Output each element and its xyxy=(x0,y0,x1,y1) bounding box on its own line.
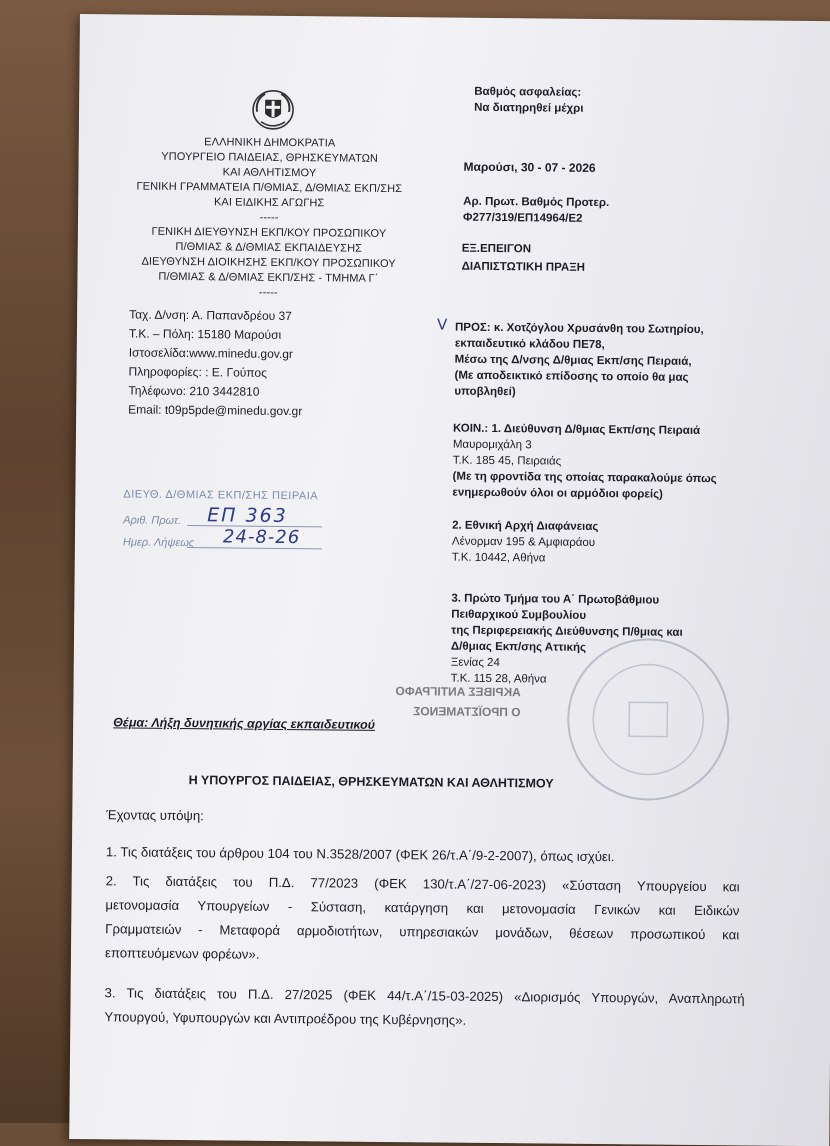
dept-line: ΓΕΝΙΚΗ ΔΙΕΥΘΥΝΣΗ ΕΚΠ/ΚΟΥ ΠΡΟΣΩΠΙΚΟΥ xyxy=(151,225,387,240)
cc-1-line: Μαυρομιχάλη 3 xyxy=(452,438,532,452)
consideration-item-2 xyxy=(105,869,740,971)
cc-1-line: Τ.Κ. 185 45, Πειραιάς xyxy=(452,454,562,468)
recipient-line: εκπαιδευτικό κλάδου ΠΕ78, xyxy=(454,337,605,352)
greek-emblem-icon xyxy=(251,88,295,132)
item-2-line: εποπτευόμενων φορέων». xyxy=(104,945,260,962)
item-2-line: 2. Τις διατάξεις του Π.Δ. 77/2023 (ΦΕΚ 130/τ.Α΄/27-06-2023) «Σύσταση Υπουργείου και xyxy=(105,873,740,895)
stamp-line xyxy=(187,547,322,549)
protocol-label: Αρ. Πρωτ. Βαθμός Προτερ. xyxy=(463,195,610,210)
received-stamp-date-label: Ημερ. Λήψεως xyxy=(122,536,195,550)
cc-2-line: Τ.Κ. 10442, Αθήνα xyxy=(451,551,546,565)
cc-1-note: ενημερωθούν όλοι οι αρμόδιοι φορείς) xyxy=(452,486,663,501)
recipient-line: υποβληθεί) xyxy=(454,385,516,399)
true-copy-stamp xyxy=(395,681,521,722)
cc-1-head: ΚΟΙΝ.: 1. Διεύθυνση Δ/θμιας Εκπ/σης Πειραιά xyxy=(452,422,701,437)
item-2-line: μετονομασία Υπουργείων - Σύσταση, κατάργηση και μετονομασία Γενικών και Ειδικών xyxy=(105,897,740,919)
recipient-to xyxy=(454,320,703,402)
received-stamp-org: ΔΙΕΥΘ. Δ/ΘΜΙΑΣ ΕΚΠ/ΣΗΣ ΠΕΙΡΑΙΑ xyxy=(123,488,319,503)
cc-2 xyxy=(452,518,599,567)
website-line: Ιστοσελίδα:www.minedu.gov.gr xyxy=(128,345,294,362)
header-line: ΚΑΙ ΑΘΛΗΤΙΣΜΟΥ xyxy=(222,166,317,180)
round-seal-icon xyxy=(562,634,734,806)
postal-line: Τ.Κ. – Πόλη: 15180 Μαρούσι xyxy=(128,326,282,342)
recipient-line: Μέσω της Δ/νσης Δ/θμιας Εκπ/σης Πειραιά, xyxy=(454,353,692,368)
cc-2-head: 2. Εθνική Αρχή Διαφάνειας xyxy=(452,519,599,533)
cc-3-line: Ξενίας 24 xyxy=(450,656,500,670)
consideration-item-1: 1. Τις διατάξεις του άρθρου 104 του Ν.3528/2007 (ΦΕΚ 26/τ.Α΄/9-2-2007), όπως ισχύει. xyxy=(105,844,615,865)
consideration-item-3 xyxy=(104,981,744,1035)
cc-1-note: (Με τη φροντίδα της οποίας παρακαλούμε όπως xyxy=(452,470,717,486)
received-date-handwritten: 24-8-26 xyxy=(222,526,301,549)
urgency-label: ΕΞ.ΕΠΕΙΓΟΝ xyxy=(461,242,532,256)
protocol-number: Φ277/319/ΕΠ14964/Ε2 xyxy=(463,211,583,225)
dept-line: Π/ΘΜΙΑΣ & Δ/ΘΜΙΑΣ ΕΚΠΑΙΔΕΥΣΗΣ xyxy=(175,240,363,255)
true-copy-line: ΑΚΡΙΒΕΣ ΑΝΤΙΓΡΑΦΟ xyxy=(395,684,521,700)
received-stamp-prot-label: Αριθ. Πρωτ. xyxy=(123,514,182,527)
email-line: Email: t09p5pde@minedu.gov.gr xyxy=(128,402,303,419)
true-copy-line: Ο ΠΡΟΪΣΤΑΜΕΝΟΣ xyxy=(413,704,521,720)
address-line: Ταχ. Δ/νση: Α. Παπανδρέου 37 xyxy=(129,307,292,324)
check-mark: V xyxy=(436,315,448,334)
header-separator: ----- xyxy=(259,211,279,224)
recipient-line: ΠΡΟΣ: κ. Χοτζόγλου Χρυσάνθη του Σωτηρίου, xyxy=(454,321,704,337)
cc-2-line: Λένορμαν 195 & Αμφιαράου xyxy=(451,535,596,549)
recipient-line: (Με αποδεικτικό επίδοσης το οποίο θα μας xyxy=(454,369,689,384)
ministry-header xyxy=(113,134,425,302)
act-type: ΔΙΑΠΙΣΤΩΤΙΚΗ ΠΡΑΞΗ xyxy=(461,260,586,274)
info-line: Πληροφορίες: : Ε. Γούπος xyxy=(128,364,267,380)
item-3-line: 3. Τις διατάξεις του Π.Δ. 27/2025 (ΦΕΚ 44/τ.Α΄/15-03-2025) «Διορισμός Υπουργών, Αναπληρωτή xyxy=(104,985,745,1007)
cc-3-head: Δ/θμιας Εκπ/σης Αττικής xyxy=(450,640,587,654)
document-date: Μαρούσι, 30 - 07 - 2026 xyxy=(463,159,596,175)
phone-line: Τηλέφωνο: 210 3442810 xyxy=(128,383,260,399)
item-3-line: Υπουργού, Υφυπουργών και Αντιπροέδρου της Κυβέρνησης». xyxy=(104,1009,467,1028)
dept-line: ΔΙΕΥΘΥΝΣΗ ΔΙΟΙΚΗΣΗΣ ΕΚΠ/ΚΟΥ ΠΡΟΣΩΠΙΚΟΥ xyxy=(141,255,396,271)
header-line: ΓΕΝΙΚΗ ΓΡΑΜΜΑΤΕΙΑ Π/ΘΜΙΑΣ, Δ/ΘΜΙΑΣ ΕΚΠ/ΣΗΣ xyxy=(136,180,403,196)
cc-3-head: της Περιφερειακής Διεύθυνσης Π/θμιας και xyxy=(451,624,683,639)
security-retention: Να διατηρηθεί μέχρι xyxy=(474,101,584,115)
header-line: ΕΛΛΗΝΙΚΗ ΔΗΜΟΚΡΑΤΙΑ xyxy=(204,136,336,150)
received-prot-handwritten: ΕΠ 363 xyxy=(207,504,288,528)
security-label: Βαθμός ασφαλείας: xyxy=(474,85,582,99)
cc-3-line: Τ.Κ. 115 28, Αθήνα xyxy=(450,672,547,686)
dept-line: Π/ΘΜΙΑΣ & Δ/ΘΜΙΑΣ ΕΚΠ/ΣΗΣ - ΤΜΗΜΑ Γ΄ xyxy=(158,270,379,285)
authority-title: Η ΥΠΟΥΡΓΟΣ ΠΑΙΔΕΙΑΣ, ΘΡΗΣΚΕΥΜΑΤΩΝ ΚΑΙ ΑΘΛΗΤΙΣΜΟΥ xyxy=(188,773,554,791)
item-2-line: Γραμματειών - Μεταφορά αρμοδιοτήτων, υπηρεσιακών μονάδων, θέσεων προσωπικού και xyxy=(105,921,740,943)
cc-3-head: Πειθαρχικού Συμβουλίου xyxy=(451,608,587,622)
cc-1 xyxy=(452,421,717,504)
header-line: ΥΠΟΥΡΓΕΙΟ ΠΑΙΔΕΙΑΣ, ΘΡΗΣΚΕΥΜΑΤΩΝ xyxy=(161,150,379,165)
contact-block xyxy=(128,305,303,421)
subject-line: Θέμα: Λήξη δυνητικής αργίας εκπαιδευτικού xyxy=(113,715,376,732)
header-line: ΚΑΙ ΕΙΔΙΚΗΣ ΑΓΩΓΗΣ xyxy=(213,196,325,210)
considerations-intro: Έχοντας υπόψη: xyxy=(106,807,204,824)
header-separator: ----- xyxy=(258,286,278,299)
document-page xyxy=(69,14,830,1146)
cc-3-head: 3. Πρώτο Τμήμα του Α΄ Πρωτοβάθμιου xyxy=(451,592,660,607)
